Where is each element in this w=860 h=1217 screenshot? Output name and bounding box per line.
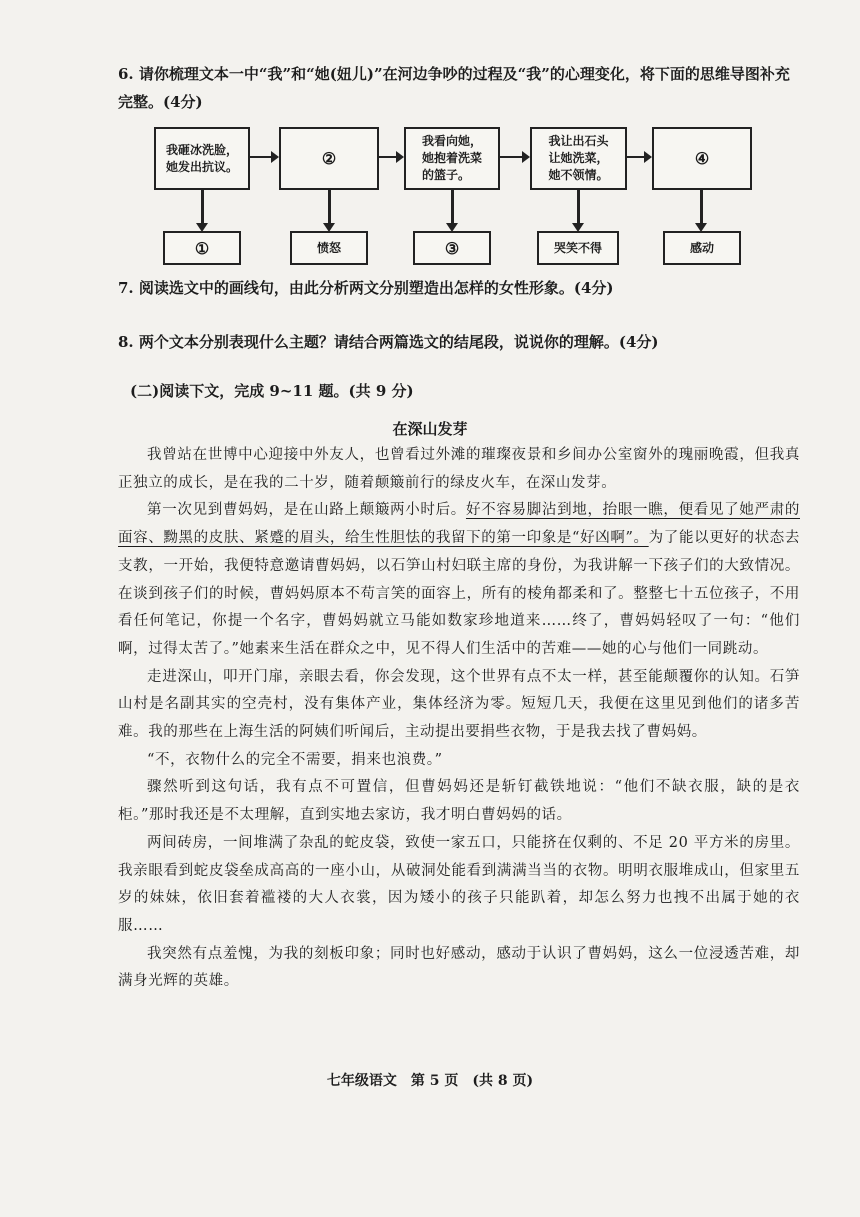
arrow-right-2 <box>379 156 402 158</box>
mindmap-top-box-3: 我看向她， 她抱着洗菜 的篮子。 <box>404 127 500 190</box>
mindmap-top-box-5: ④ <box>652 127 752 190</box>
paragraph-4: “不，衣物什么的完全不需要，捐来也浪费。” <box>147 751 443 768</box>
paragraph-5: 骤然听到这句话，我有点不可置信，但曹妈妈还是斩钉截铁地说：“他们不缺衣服，缺的是衣柜。”那时我还是不太理解，直到实地去家访，我才明白曹妈妈的话。 <box>118 779 800 824</box>
mindmap-bottom-box-1: ① <box>163 231 241 265</box>
passage-body <box>118 442 800 996</box>
mindmap-top-box-4: 我让出石头 让她洗菜， 她不领情。 <box>530 127 627 190</box>
question-8: 8. 两个文本分别表现什么主题？请结合两篇选文的结尾段，说说你的理解。(4分) <box>118 333 659 351</box>
paragraph-2-rest: 为了能以更好的状态去支教，一开始，我便特意邀请曹妈妈，以石笋山村妇联主席的身份，为我讲解一下孩子们的大致情况。在谈到孩子们的时候，曹妈妈原本不苟言笑的面容上，所有的棱角都柔和了。整整七十五位孩子，不用看任何笔记，你提一个名字，曹妈妈就立马能如数家珍地道来……终了，曹妈妈轻叹了一句：“他们啊，过得太苦了。”她素来生活在群众之中，见不得人们生活中的苦难——她的心与他们一同跳动。 <box>118 530 800 657</box>
arrow-right-3 <box>500 156 528 158</box>
paragraph-6: 两间砖房，一间堆满了杂乱的蛇皮袋，致使一家五口，只能挤在仅剩的、不足 20 平方米的房里。我亲眼看到蛇皮袋垒成高高的一座小山，从破洞处能看到满满当当的衣物。明明衣服堆成山，但家里五岁的妹妹，依旧套着褴褛的大人衣裳，因为矮小的孩子只能趴着，却怎么努力也拽不出属于她的衣服…… <box>118 834 800 934</box>
paragraph-2-intro: 第一次见到曹妈妈，是在山路上颠簸两小时后。 <box>147 502 466 519</box>
page-footer: 七年级语文 第 5 页 (共 8 页) <box>326 1073 534 1089</box>
mindmap-bottom-box-3: ③ <box>413 231 491 265</box>
mindmap-top-box-1: 我砸冰洗脸， 她发出抗议。 <box>154 127 250 190</box>
arrow-down-4 <box>577 190 580 228</box>
arrow-down-5 <box>700 190 703 228</box>
mindmap-bottom-box-4: 哭笑不得 <box>537 231 619 265</box>
question-7: 7. 阅读选文中的画线句，由此分析两文分别塑造出怎样的女性形象。(4分) <box>118 279 614 297</box>
arrow-right-4 <box>627 156 650 158</box>
paragraph-7: 我突然有点羞愧，为我的刻板印象；同时也好感动，感动于认识了曹妈妈，这么一位浸透苦难，却满身光辉的英雄。 <box>118 945 800 990</box>
arrow-down-3 <box>451 190 454 228</box>
paragraph-1: 我曾站在世博中心迎接中外友人，也曾看过外滩的璀璨夜景和乡间办公室窗外的瑰丽晚霞，但我真正独立的成长，是在我的二十岁，随着颠簸前行的绿皮火车，在深山发芽。 <box>118 447 800 491</box>
paragraph-2 <box>118 497 800 663</box>
section-heading: (二)阅读下文，完成 9~11 题。(共 9 分) <box>130 382 414 400</box>
mindmap-bottom-box-5: 感动 <box>663 231 741 265</box>
mindmap-bottom-box-2: 愤怒 <box>290 231 368 265</box>
arrow-down-1 <box>201 190 204 228</box>
question-6: 6. 请你梳理文本一中“我”和“她(妞儿)”在河边争吵的过程及“我”的心理变化，将下面的思维导图补充完整。(4分) <box>118 65 790 111</box>
passage-title: 在深山发芽 <box>392 420 468 438</box>
paragraph-3: 走进深山，叩开门扉，亲眼去看，你会发现，这个世界有点不太一样，甚至能颠覆你的认知。石笋山村是名副其实的空壳村，没有集体产业，集体经济为零。短短几天，我便在这里见到他们的诸多苦难。我的那些在上海生活的阿姨们听闻后，主动提出要捐些衣物，于是我去找了曹妈妈。 <box>118 668 800 741</box>
arrow-right-1 <box>250 156 277 158</box>
underlined-sentence: 好不容易脚沾到地，抬眼一瞧，便看见了她严肃的面容、黝黑的皮肤、紧蹙的眉头，给生性胆怯的我留下的第一印象是“好凶啊”。 <box>118 502 800 547</box>
mindmap-top-box-2: ② <box>279 127 379 190</box>
arrow-down-2 <box>328 190 331 228</box>
